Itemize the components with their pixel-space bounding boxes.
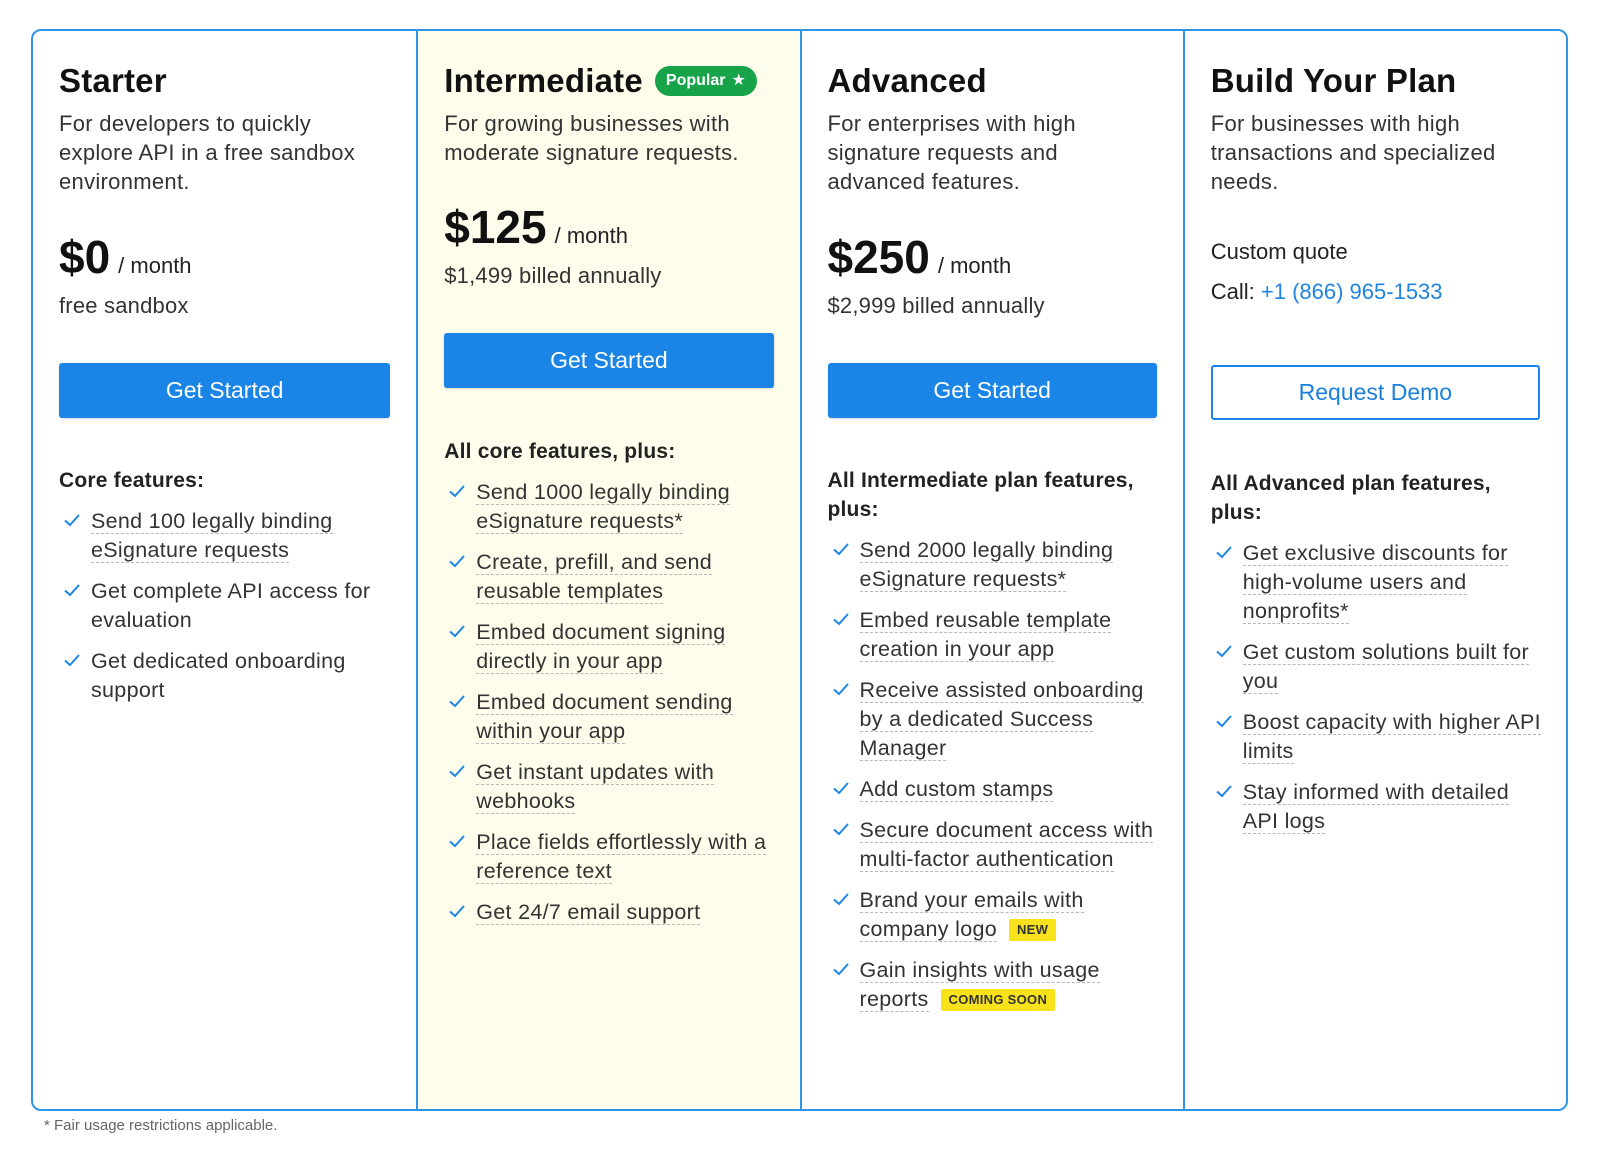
list-item: [59, 647, 396, 705]
feature-text: Get dedicated onboarding support: [91, 649, 346, 702]
contact-block: [1211, 239, 1540, 305]
price-block: [59, 231, 390, 319]
phone-link[interactable]: +1 (866) 965-1533: [1260, 279, 1443, 304]
check-icon: [448, 762, 466, 780]
list-item: [444, 758, 779, 816]
check-icon: [1215, 543, 1233, 561]
feature-text: Secure document access with multi-factor authentication: [859, 818, 1154, 871]
list-item: [1211, 708, 1546, 766]
price-note: free sandbox: [59, 293, 189, 318]
call-label: Call:: [1210, 279, 1255, 304]
check-icon: [832, 610, 850, 628]
feature-text: Get 24/7 email support: [476, 900, 701, 924]
price-period: / month: [118, 253, 192, 278]
check-icon: [63, 651, 81, 669]
list-item: [444, 548, 779, 606]
list-item: [444, 688, 779, 746]
new-tag: NEW: [1009, 919, 1056, 941]
get-started-button[interactable]: Get Started: [59, 363, 390, 418]
check-icon: [1215, 782, 1233, 800]
price-amount: $125: [444, 201, 547, 253]
list-item: [828, 536, 1163, 594]
check-icon: [63, 581, 81, 599]
check-icon: [1215, 712, 1233, 730]
price-block: [444, 201, 773, 289]
check-icon: [448, 552, 466, 570]
price-block: [828, 231, 1157, 319]
feature-text: Get instant updates with webhooks: [476, 760, 715, 813]
check-icon: [832, 540, 850, 558]
check-icon: [448, 482, 466, 500]
pricing-table: [31, 29, 1568, 1111]
list-item: [444, 478, 779, 536]
feature-text: Get custom solutions built for you: [1242, 640, 1529, 693]
check-icon: [448, 832, 466, 850]
list-item: [828, 775, 1163, 804]
list-item: [828, 676, 1163, 763]
footnote: * Fair usage restrictions applicable.: [44, 1117, 278, 1134]
list-item: [1211, 638, 1546, 696]
features-heading: Core features:: [59, 469, 205, 492]
list-item: [59, 507, 396, 565]
list-item: [59, 577, 396, 635]
plan-advanced: [800, 31, 1183, 1109]
get-started-button[interactable]: Get Started: [828, 363, 1157, 418]
check-icon: [832, 890, 850, 908]
feature-text: Place fields effortlessly with a reference text: [476, 830, 767, 883]
plan-description: For developers to quickly explore API in a free sandbox environment.: [59, 111, 356, 194]
feature-text: Get complete API access for evaluation: [91, 579, 371, 632]
price-note: $2,999 billed annually: [827, 293, 1045, 318]
plan-description: For businesses with high transactions and specialized needs.: [1210, 111, 1496, 194]
feature-text: Create, prefill, and send reusable templates: [476, 550, 713, 603]
feature-list: [828, 536, 1163, 1014]
request-demo-button[interactable]: Request Demo: [1211, 365, 1540, 420]
price-amount: $250: [827, 231, 930, 283]
feature-text: Gain insights with usage reports: [859, 958, 1100, 1011]
feature-text: Boost capacity with higher API limits: [1242, 710, 1541, 763]
custom-quote: Custom quote: [1210, 239, 1348, 264]
feature-text: Embed document signing directly in your app: [476, 620, 726, 673]
plan-title: Starter: [59, 62, 167, 99]
price-period: / month: [554, 223, 628, 248]
check-icon: [448, 692, 466, 710]
plan-description: For growing businesses with moderate signature requests.: [444, 111, 739, 165]
price-amount: $0: [59, 231, 111, 283]
feature-list: [1211, 539, 1546, 836]
price-note: $1,499 billed annually: [444, 263, 662, 288]
list-item: [828, 886, 1163, 944]
plan-description: For enterprises with high signature requests and advanced features.: [827, 111, 1076, 194]
check-icon: [832, 779, 850, 797]
check-icon: [832, 960, 850, 978]
plan-starter: [33, 31, 416, 1109]
check-icon: [832, 820, 850, 838]
features-heading: All Advanced plan features, plus:: [1210, 472, 1491, 524]
price-period: / month: [937, 253, 1012, 278]
features-heading: All core features, plus:: [444, 440, 676, 463]
feature-section: [59, 466, 396, 717]
feature-section: [828, 466, 1163, 1026]
list-item: [1211, 778, 1546, 836]
star-icon: ★: [731, 72, 746, 89]
list-item: [1211, 539, 1546, 626]
list-item: [444, 898, 779, 927]
feature-text: Send 100 legally binding eSignature requests: [91, 509, 333, 562]
plan-build-your-plan: [1183, 31, 1566, 1109]
feature-text: Brand your emails with company logo: [859, 888, 1084, 941]
feature-section: [1211, 469, 1546, 848]
check-icon: [1215, 642, 1233, 660]
feature-list: [444, 478, 779, 927]
features-heading: All Intermediate plan features, plus:: [827, 469, 1134, 521]
check-icon: [448, 902, 466, 920]
feature-text: Stay informed with detailed API logs: [1242, 780, 1509, 833]
list-item: [828, 956, 1163, 1014]
get-started-button[interactable]: Get Started: [444, 333, 773, 388]
coming-soon-tag: COMING SOON: [941, 989, 1056, 1011]
check-icon: [448, 622, 466, 640]
list-item: [828, 816, 1163, 874]
plan-intermediate: [416, 31, 799, 1109]
check-icon: [63, 511, 81, 529]
feature-text: Send 2000 legally binding eSignature requests*: [859, 538, 1114, 591]
plan-title: Advanced: [827, 62, 987, 99]
list-item: [444, 618, 779, 676]
check-icon: [832, 680, 850, 698]
call-line: [1211, 279, 1540, 305]
feature-text: Get exclusive discounts for high-volume users and nonprofits*: [1242, 541, 1508, 623]
list-item: [828, 606, 1163, 664]
feature-section: [444, 437, 779, 939]
feature-text: Embed reusable template creation in your app: [859, 608, 1112, 661]
feature-text: Embed document sending within your app: [476, 690, 733, 743]
popular-badge: [655, 66, 757, 96]
plan-title: Intermediate: [444, 62, 643, 99]
plan-title: Build Your Plan: [1210, 62, 1457, 99]
feature-text: Receive assisted onboarding by a dedicated Success Manager: [859, 678, 1144, 760]
list-item: [444, 828, 779, 886]
feature-text: Add custom stamps: [859, 777, 1054, 801]
popular-badge-label: Popular: [665, 72, 726, 89]
feature-text: Send 1000 legally binding eSignature requests*: [476, 480, 731, 533]
feature-list: [59, 507, 396, 705]
